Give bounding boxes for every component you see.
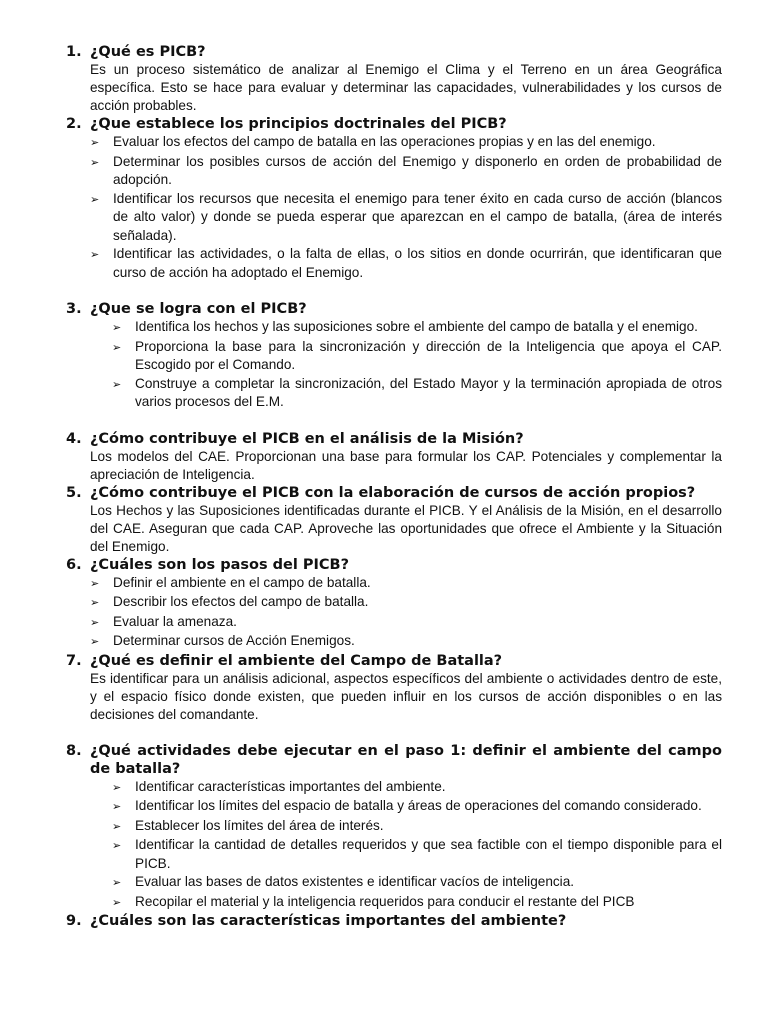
bullet-item — [112, 778, 722, 798]
bullet-text: Identificar características importantes del ambiente. — [135, 778, 446, 794]
arrow-bullet-icon: ➢ — [112, 322, 122, 334]
arrow-bullet-icon: ➢ — [90, 156, 100, 169]
question-number: 8. — [66, 742, 82, 759]
bullet-item — [90, 593, 722, 613]
question-text: ¿Cómo contribuye el PICB en el análisis de la Misión? — [90, 430, 524, 447]
arrow-bullet-icon: ➢ — [112, 820, 122, 833]
bullet-item — [90, 613, 722, 633]
bullet-text: Evaluar las bases de datos existentes e identificar vacíos de inteligencia. — [135, 874, 575, 889]
bullet-text: Identificar los límites del espacio de batalla y áreas de operaciones del comando considerado. — [135, 798, 702, 813]
question-heading — [66, 430, 722, 448]
bullet-text: Determinar cursos de Acción Enemigos. — [113, 633, 355, 648]
bullet-text: Describir los efectos del campo de batalla. — [113, 594, 369, 609]
bullet-item — [90, 574, 722, 594]
question-heading — [66, 912, 722, 930]
bullet-item — [112, 797, 722, 817]
bullet-text: Proporciona la base para la sincronización y dirección de la Inteligencia que apoya el CAP. Escogido por el Comando. — [135, 338, 722, 372]
question-number: 5. — [66, 484, 82, 501]
bullet-text: Definir el ambiente en el campo de batalla. — [113, 574, 371, 590]
bullet-item — [112, 318, 722, 338]
arrow-bullet-icon: ➢ — [112, 896, 122, 909]
answer-paragraph: Es identificar para un análisis adicional, aspectos específicos del ambiente o actividades dentro de este, y el espacio físico donde existen, que pueden influir en los cursos de acción disponibles o en las decisiones del comandante. — [90, 670, 722, 722]
question-text: ¿Cuáles son las características importantes del ambiente? — [90, 913, 567, 929]
bullet-item — [112, 893, 722, 913]
arrow-bullet-icon: ➢ — [90, 137, 100, 149]
arrow-bullet-icon: ➢ — [112, 378, 122, 391]
question-text: ¿Qué actividades debe ejecutar en el paso 1: definir el ambiente del campo de batalla? — [90, 742, 722, 777]
bullet-text: Identificar las actividades, o la falta de ellas, o los sitios en donde ocurrirán, que identificaran que curso de acción ha adoptado el Enemigo. — [113, 246, 722, 280]
bullet-item — [112, 375, 722, 412]
arrow-bullet-icon: ➢ — [112, 877, 122, 889]
arrow-bullet-icon: ➢ — [112, 840, 122, 852]
question-number: 2. — [66, 116, 82, 132]
answer-bullet-list — [66, 318, 722, 412]
question-heading — [66, 300, 722, 318]
question-heading — [66, 43, 722, 61]
bullet-item — [112, 836, 722, 873]
document-content — [66, 43, 722, 930]
arrow-bullet-icon: ➢ — [90, 249, 100, 261]
answer-paragraph: Los Hechos y las Suposiciones identificadas durante el PICB. Y el Análisis de la Misión, en el desarrollo del CAE. Aseguran que cada CAP. Aproveche las oportunidades que ofrece el Ambiente y la Situación del Enemigo. — [90, 502, 722, 554]
question-number: 6. — [66, 556, 82, 573]
arrow-bullet-icon: ➢ — [90, 616, 100, 629]
answer-paragraph: Los modelos del CAE. Proporcionan una base para formular los CAP. Potenciales y complementar la apreciación de Inteligencia. — [90, 448, 722, 482]
question-number: 9. — [66, 913, 82, 929]
arrow-bullet-icon: ➢ — [112, 341, 122, 354]
bullet-item — [90, 133, 722, 153]
arrow-bullet-icon: ➢ — [112, 781, 122, 794]
bullet-item — [112, 873, 722, 893]
arrow-bullet-icon: ➢ — [90, 597, 100, 609]
arrow-bullet-icon: ➢ — [90, 193, 100, 206]
question-heading — [66, 556, 722, 574]
bullet-text: Evaluar la amenaza. — [113, 613, 237, 629]
question-heading — [66, 742, 722, 778]
bullet-text: Identifica los hechos y las suposiciones sobre el ambiente del campo de batalla y el enemigo. — [135, 319, 698, 334]
arrow-bullet-icon: ➢ — [90, 636, 100, 648]
bullet-item — [112, 817, 722, 837]
bullet-item — [90, 632, 722, 652]
question-text: ¿Que se logra con el PICB? — [90, 301, 307, 317]
bullet-text: Identificar la cantidad de detalles requeridos y que sea factible con el tiempo disponible para el PICB. — [135, 837, 722, 871]
bullet-text: Evaluar los efectos del campo de batalla en las operaciones propias y en las del enemigo. — [113, 134, 656, 149]
question-text: ¿Qué es PICB? — [90, 44, 206, 60]
bullet-item — [90, 190, 722, 246]
answer-bullet-list — [66, 778, 722, 913]
question-number: 4. — [66, 430, 82, 447]
question-text: ¿Que establece los principios doctrinales del PICB? — [90, 116, 507, 132]
question-number: 1. — [66, 44, 82, 60]
bullet-text: Determinar los posibles cursos de acción del Enemigo y disponerlo en orden de probabilidad de adopción. — [113, 153, 722, 187]
question-number: 7. — [66, 652, 82, 669]
arrow-bullet-icon: ➢ — [90, 577, 100, 590]
question-text: ¿Qué es definir el ambiente del Campo de Batalla? — [90, 652, 503, 669]
arrow-bullet-icon: ➢ — [112, 801, 122, 813]
question-heading — [66, 652, 722, 670]
question-heading — [66, 484, 722, 502]
question-number: 3. — [66, 301, 82, 317]
answer-bullet-list — [66, 574, 722, 652]
question-heading — [66, 115, 722, 133]
question-text: ¿Cómo contribuye el PICB con la elaboración de cursos de acción propios? — [90, 484, 696, 501]
bullet-item — [90, 245, 722, 282]
bullet-text: Recopilar el material y la inteligencia requeridos para conducir el restante del PICB — [135, 893, 635, 909]
bullet-text: Establecer los límites del área de interés. — [135, 817, 384, 833]
bullet-item — [90, 153, 722, 190]
answer-paragraph: Es un proceso sistemático de analizar al Enemigo el Clima y el Terreno en un área Geográfica específica. Esto se hace para evaluar y determinar las capacidades, vulnerabilidades y los cursos de acción probables. — [90, 62, 722, 113]
bullet-text: Identificar los recursos que necesita el enemigo para tener éxito en cada curso de acción (blancos de alto valor) y donde se pueda esperar que aparezcan en el campo de batalla, (área de interés señalada). — [113, 190, 722, 243]
answer-bullet-list — [66, 133, 722, 282]
bullet-text: Construye a completar la sincronización, del Estado Mayor y la terminación apropiada de otros varios procesos del E.M. — [135, 375, 722, 409]
question-text: ¿Cuáles son los pasos del PICB? — [90, 556, 350, 573]
bullet-item — [112, 338, 722, 375]
